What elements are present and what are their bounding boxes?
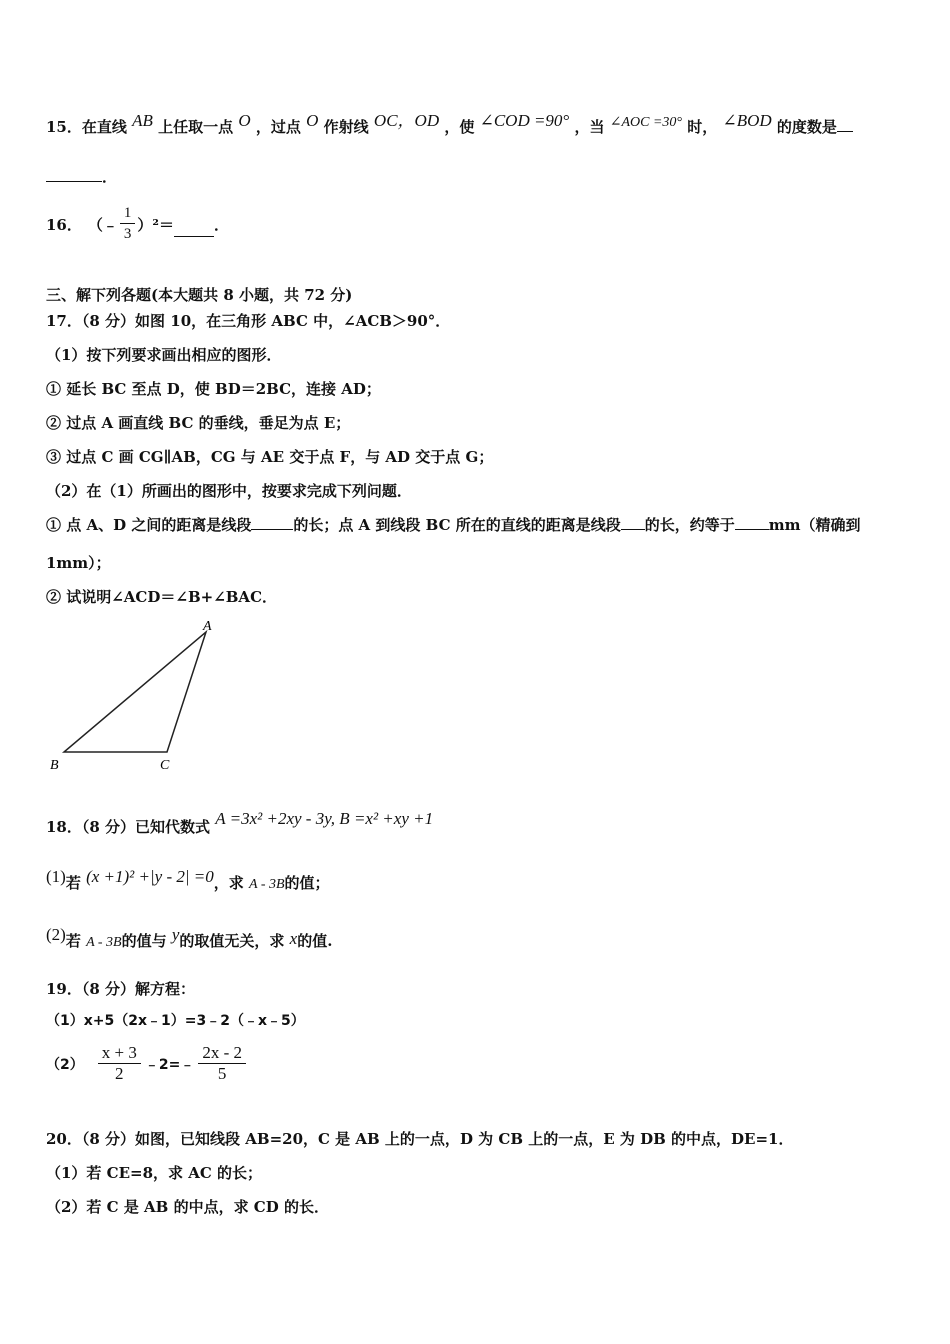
triangle-figure (40, 612, 230, 777)
q17-step4-cont: 1mm）； (46, 554, 111, 572)
fraction-1: $\frac{x + 3}{2}$ (98, 1044, 141, 1084)
q17-part2: （2）在（1）所画出的图形中，按要求完成下列问题． (46, 482, 412, 500)
q17-step1: ① 延长 BC 至点 D，使 BD＝2BC，连接 AD； (46, 380, 381, 398)
math-condition: (x +1)² +|y - 2| =0 (86, 867, 214, 886)
question-19-head: 19．（8 分）解方程： (46, 980, 196, 998)
math-rays: OC，OD (373, 111, 440, 130)
q17-step3: ③ 过点 C 画 CG∥AB，CG 与 AE 交于点 F，与 AD 交于点 G； (46, 448, 494, 466)
answer-blank[interactable] (251, 515, 293, 530)
q20-part2: （2）若 C 是 AB 的中点，求 CD 的长． (46, 1198, 329, 1216)
q15-number: 15． (46, 118, 82, 136)
math-angle-cod: ∠COD =90° (479, 111, 570, 130)
answer-blank[interactable] (621, 515, 645, 530)
q18-part1: (1)若 (x +1)² +|y - 2| =0，求 A - 3B的值； (46, 867, 330, 892)
question-15: 15．在直线 AB 上任取一点 O ，过点 O 作射线 OC，OD ，使 ∠COD =90° ，当 ∠AOC =30° 时， ∠BOD 的度数是 (46, 112, 853, 137)
answer-blank[interactable] (174, 222, 214, 237)
math-angle-bod: ∠BOD (722, 111, 772, 130)
question-17-head: 17．（8 分）如图 10，在三角形 ABC 中，∠ACB＞90°． (46, 312, 451, 330)
math-expression: A =3x² +2xy - 3y, B =x² +xy +1 (215, 809, 434, 828)
q17-step2: ② 过点 A 画直线 BC 的垂线，垂足为点 E； (46, 414, 351, 432)
math-angle-aoc: ∠AOC =30° (609, 115, 683, 130)
section-heading: 三、解下列各题(本大题共 8 小题，共 72 分) (46, 286, 353, 304)
q17-part1: （1）按下列要求画出相应的图形． (46, 346, 282, 364)
answer-blank[interactable] (837, 117, 853, 132)
q19-eq2: （2） $\frac{x + 3}{2}$ ﹣2=﹣ $\frac{2x - 2}{5}$ (46, 1044, 250, 1084)
label-A: A (203, 619, 212, 634)
label-B: B (50, 758, 59, 773)
label-C: C (160, 758, 170, 773)
fraction: $\frac{1}{3}$ (120, 204, 136, 244)
question-20-head: 20．（8 分）如图，已知线段 AB=20，C 是 AB 上的一点，D 为 CB 上的一点，E 为 DB 的中点，DE=1． (46, 1130, 794, 1148)
question-16: 16． （﹣ $\frac{1}{3}$ ）²＝ ． (46, 205, 229, 242)
q17-step4: ① 点 A、D 之间的距离是线段 的长；点 A 到线段 BC 所在的直线的距离是线段 的长，约等于 mm（精确到 (46, 516, 861, 534)
answer-blank[interactable] (735, 515, 769, 530)
question-18-head: 18．（8 分）已知代数式 A =3x² +2xy - 3y, B =x² +xy +1 (46, 809, 434, 836)
fraction-2: $\frac{2x - 2}{5}$ (198, 1044, 246, 1084)
math-AB: AB (132, 111, 153, 130)
q20-part1: （1）若 CE=8，求 AC 的长； (46, 1164, 263, 1182)
q19-eq1: （1）x+5（2x﹣1）=3﹣2（﹣x﹣5） (46, 1013, 305, 1029)
question-15-cont: ． (46, 166, 117, 187)
q17-step5: ② 试说明∠ACD＝∠B+∠BAC． (46, 588, 278, 606)
answer-blank[interactable] (46, 167, 102, 182)
q18-part2: (2)若 A - 3B的值与 y的取值无关，求 x的值. (46, 925, 333, 950)
